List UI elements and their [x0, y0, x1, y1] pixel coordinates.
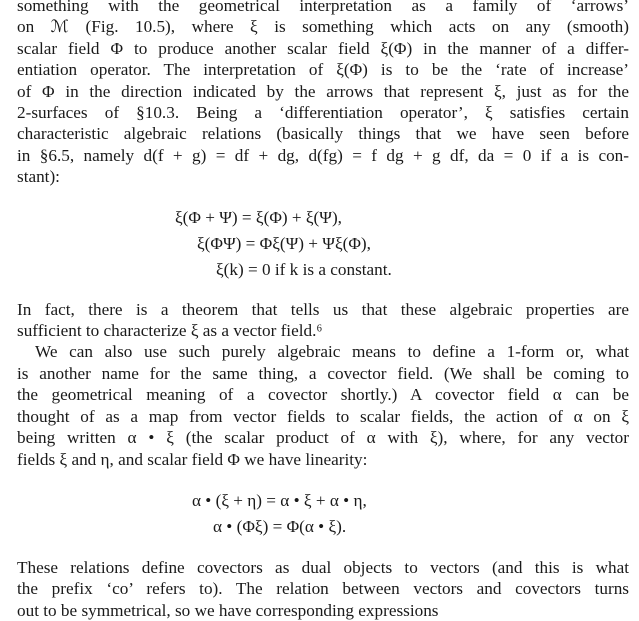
equation-product-rule: ξ(ΦΨ) = Φξ(Ψ) + Ψξ(Φ),: [197, 233, 371, 253]
equation-block-linearity: [17, 488, 629, 540]
paragraph-vector-field: [17, 0, 629, 188]
text-line: sufficient to characterize ξ as a vector field.⁶: [17, 321, 323, 341]
equation-block-derivation-rules: [17, 205, 629, 283]
paragraph-theorem: [17, 299, 629, 342]
text-line: We can also use such purely algebraic means to define a 1-form or, what: [35, 342, 629, 362]
text-line: something with the geometrical interpretation as a family of ‘arrows’: [17, 0, 629, 15]
text-line: 2-surfaces of §10.3. Being a ‘differentiation operator’, ξ satisfies certain: [17, 103, 629, 123]
paragraph-duality: [17, 557, 629, 621]
text-line: stant):: [17, 167, 60, 187]
text-line: of Φ in the direction indicated by the arrows that represent ξ, just as for the: [17, 81, 629, 101]
text-line: scalar field Φ to produce another scalar field ξ(Φ) in the manner of a differ-: [17, 38, 629, 58]
paragraph-covector: [17, 341, 629, 469]
text-line: fields ξ and η, and scalar field Φ we have linearity:: [17, 449, 368, 469]
text-line: is another name for the same thing, a covector field. (We shall be coming to: [17, 363, 629, 383]
equation-additivity: α • (ξ + η) = α • ξ + α • η,: [192, 490, 367, 510]
text-line: In fact, there is a theorem that tells us that these algebraic properties are: [17, 299, 629, 319]
text-line: out to be symmetrical, so we have corresponding expressions: [17, 600, 439, 620]
text-line: thought of as a map from vector fields to scalar fields, the action of α on ξ: [17, 406, 629, 426]
text-line: on ℳ (Fig. 10.5), where ξ is something which acts on any (smooth): [17, 17, 629, 37]
text-line: the prefix ‘co’ refers to). The relation between vectors and covectors turns: [17, 579, 629, 599]
equation-sum-rule: ξ(Φ + Ψ) = ξ(Φ) + ξ(Ψ),: [175, 207, 342, 227]
text-line: entiation operator. The interpretation of ξ(Φ) is to be the ‘rate of increase’: [17, 60, 629, 80]
text-line: the geometrical meaning of a covector shortly.) A covector field α can be: [17, 385, 629, 405]
text-line: characteristic algebraic relations (basically things that we have seen before: [17, 124, 629, 144]
equation-constant-rule: ξ(k) = 0 if k is a constant.: [216, 259, 392, 279]
text-line: These relations define covectors as dual objects to vectors (and this is what: [17, 557, 629, 577]
equation-homogeneity: α • (Φξ) = Φ(α • ξ).: [213, 516, 347, 536]
text-line: being written α • ξ (the scalar product of α with ξ), where, for any vector: [17, 428, 629, 448]
text-line: in §6.5, namely d(f + g) = df + dg, d(fg) = f dg + g df, da = 0 if a is con-: [17, 145, 629, 165]
